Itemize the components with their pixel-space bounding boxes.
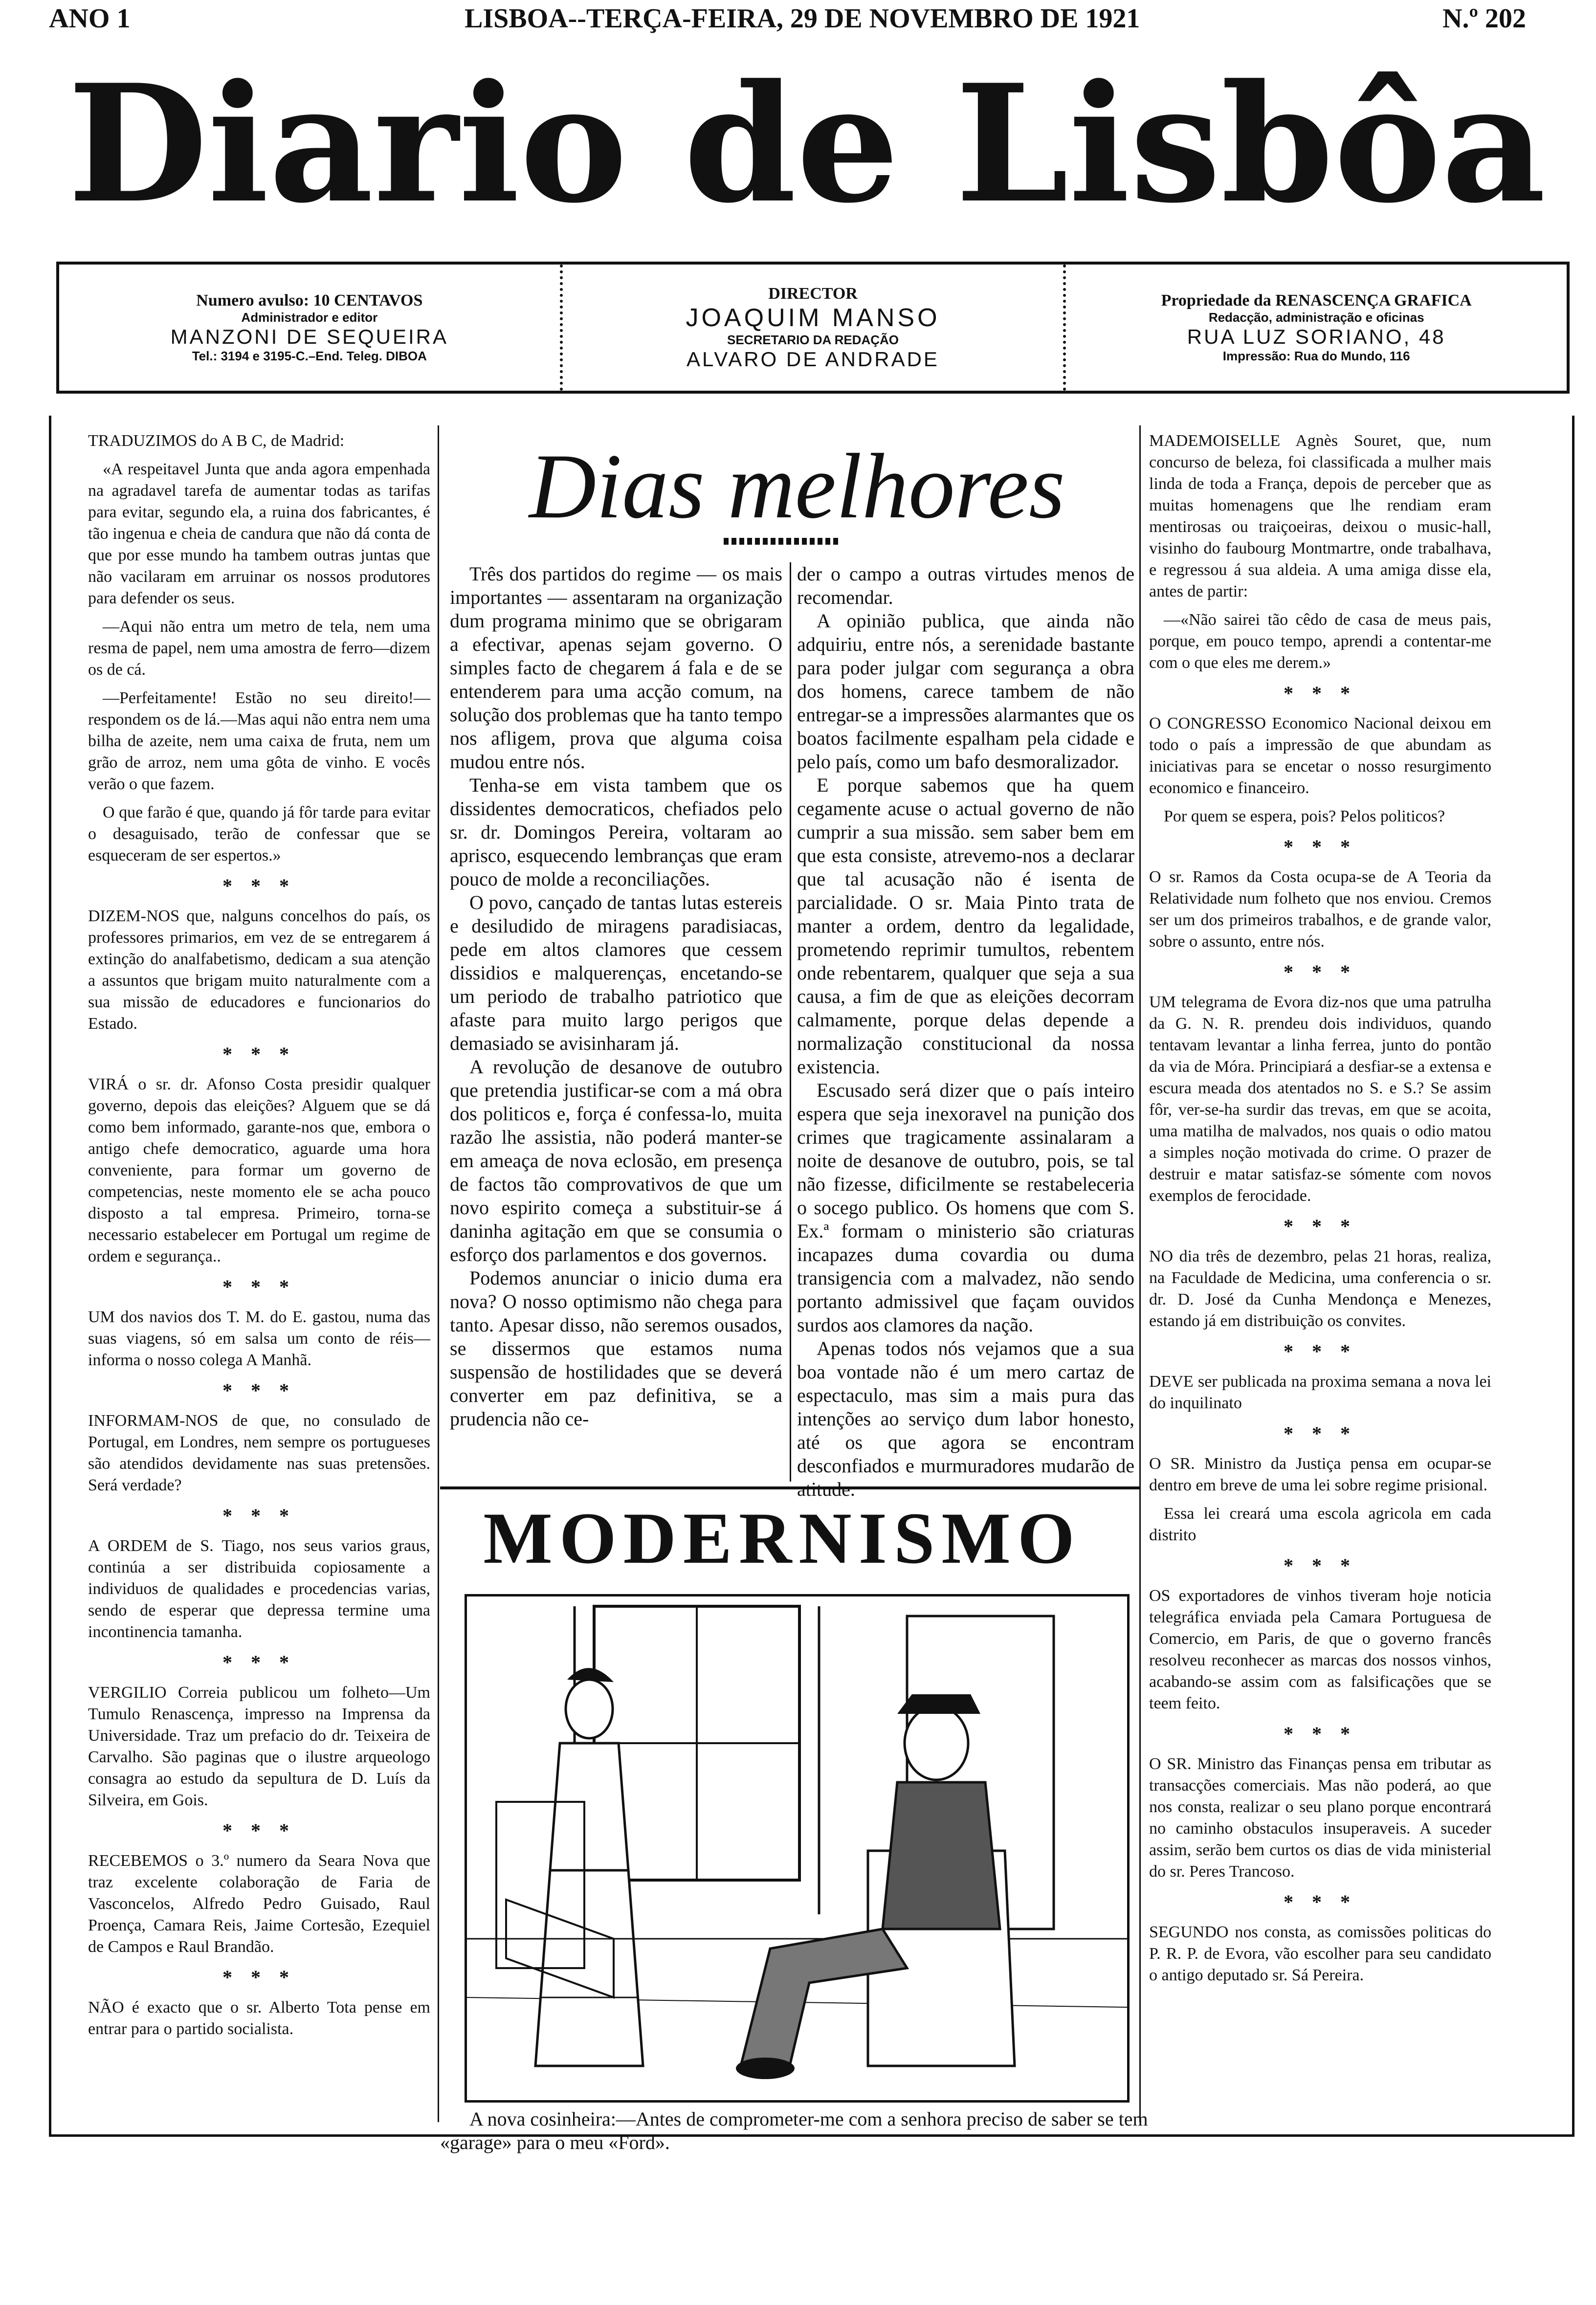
admin-label: Administrador e editor — [241, 310, 378, 325]
news-item: VIRÁ o sr. dr. Afonso Costa presidir qualquer governo, depois das eleições? Alguem que se dá como bem informado, garante-nos que, embora o antigo chefe democratico, aguarde uma hora conveniente, para formar um governo de competencias, neste momento ele se acha pouco disposto a tal empresa. Primeiro, torna-se necessario estabelecer em Portugal um regime de ordem e segurança.. — [88, 1075, 430, 1265]
editorial-paragraph: A revolução de desanove de outubro que pretendia justificar-se com a má obra dos politicos e, força é confessa-lo, muita razão lhe assistia, não poderá manter-se em ameaça de nova eclosão, em presença de factos tão comprovativos de que um novo espirito começa a substituir-se á daninha agitação em que se consumia o esforço dos parlamentos e dos governos. — [450, 1056, 782, 1265]
admin-name: MANZONI DE SEQUEIRA — [170, 325, 449, 348]
news-item: O SR. Ministro das Finanças pensa em tributar as transacções comerciais. Mas não poderá, ao que nos consta, realizar o seu plano porque encontrará no caminho obstaculos insuperaveis. A suceder assim, serão bem curtos os dias de vida ministerial do sr. Peres Trancoso. — [1149, 1755, 1491, 1881]
editorial-paragraph: der o campo a outras virtudes menos de recomendar. — [797, 563, 1134, 608]
price-label: Numero avulso: 10 CENTAVOS — [196, 291, 423, 310]
news-item: O CONGRESSO Economico Nacional deixou em todo o país a impressão de que abundam as iniciativas para se encetar o nosso resurgimento economico e financeiro. — [1149, 714, 1491, 797]
news-item: RECEBEMOS o 3.º numero da Seara Nova que traz excelente colaboração de Faria de Vasconcelos, Alfredo Pedro Guisado, Raul Proença, Camara Reis, Jaime Cortesão, Ezequiel de Campos e Raul Brandão. — [88, 1852, 430, 1956]
editorial-paragraph: E porque sabemos que ha quem cegamente acuse o actual governo de não cumprir a sua missão. sem saber bem em que esta consiste, atrevemo-nos a declarar que tal acusação não é isenta de parcialidade. O sr. Maia Pinto trata de manter a ordem, dentro da legalidade, prometendo reprimir tumultos, rebentem onde rebentarem, qualquer que seja a sua causa, a fim de que as eleições decorram calmamente, porque delas depende a normalização constitucional da nossa existencia. — [797, 774, 1134, 1078]
news-item: DIZEM-NOS que, nalguns concelhos do país, os professores primarios, em vez de se entregarem á extinção do analfabetismo, dedicam a sua atenção a assuntos que brigam muito naturalmente com a sua missão de educadores e funcionarios do Estado. — [88, 907, 430, 1033]
cartoon-illustration — [465, 1594, 1130, 2103]
news-item: NÃO é exacto que o sr. Alberto Tota pense em entrar para o partido socialista. — [88, 1998, 430, 2038]
secretary-label: SECRETARIO DA REDAÇÃO — [727, 332, 899, 347]
news-item: INFORMAM-NOS de que, no consulado de Portugal, em Londres, nem sempre os portugueses são atendidos devidamente nas suas pretensões. Será verdade? — [88, 1412, 430, 1494]
separator: * * * — [1284, 1340, 1357, 1362]
news-item: UM dos navios dos T. M. do E. gastou, numa das suas viagens, só em salsa um conto de réis—informa o nosso colega A Manhã. — [88, 1308, 430, 1369]
separator: * * * — [222, 1276, 296, 1298]
editorial-column-1 — [450, 562, 782, 1431]
info-right — [1066, 265, 1567, 391]
editorial-paragraph: Apenas todos nós vejamos que a sua boa vontade não é um mero cartaz de espectaculo, mas sim a mais pura das intenções ao serviço dum labor honesto, até os que agora se encontram desconfiados e murmuradores mudarão de atitude. — [797, 1337, 1134, 1500]
secretary-name: ALVARO DE ANDRADE — [687, 347, 939, 371]
news-item: SEGUNDO nos consta, as comissões politicas do P. R. P. de Evora, vão escolher para seu candidato o antigo deputado sr. Sá Pereira. — [1149, 1923, 1491, 1984]
news-item: —Aqui não entra um metro de tela, nem uma resma de papel, nem uma amostra de ferro—dizem os de cá. — [88, 618, 430, 679]
news-item: DEVE ser publicada na proxima semana a nova lei do inquilinato — [1149, 1373, 1491, 1412]
dateline: LISBOA--TERÇA-FEIRA, 29 DE NOVEMBRO DE 1921 — [465, 3, 1140, 34]
news-item: TRADUZIMOS do A B C, de Madrid: — [88, 432, 345, 450]
news-item: OS exportadores de vinhos tiveram hoje noticia telegráfica enviada pela Camara Portuguesa de Comercio, em Paris, de que o governo francês resolveu reconhecer as marcas dos nossos vinhos, acabando-se assim com as falsificações que se teem feito. — [1149, 1587, 1491, 1712]
address: RUA LUZ SORIANO, 48 — [1187, 325, 1446, 348]
separator: * * * — [1284, 836, 1357, 858]
separator: * * * — [222, 1505, 296, 1527]
news-item: «A respeitavel Junta que anda agora empenhada na agradavel tarefa de aumentar todas as tarifas para evitar, segundo ela, a ruina dos fabricantes, é tão ingenua e cheia de candura que não dá conta de que por esse mundo ha tambem outras juntas que não vacilaram em arruinar os nossos produtores para defender os seus. — [88, 460, 430, 607]
year-label: ANO 1 — [49, 3, 131, 34]
news-item: O que farão é que, quando já fôr tarde para evitar o desaguisado, terão de confessar que se esqueceram de ser espertos.» — [88, 803, 430, 864]
column-rule-left — [438, 425, 439, 2122]
separator: * * * — [1284, 1215, 1357, 1237]
issue-number: N.º 202 — [1442, 3, 1526, 34]
editorial-paragraph: Três dos partidos do regime — os mais importantes — assentaram na organização dum programa minimo que se obrigaram a efectivar, apenas sejam governo. O simples facto de chegarem á fala e de se entenderem para uma acção comum, na solução dos problemas que ha tanto tempo nos afligem, prova que alguma coisa mudou entre nós. — [450, 563, 782, 773]
news-item: —«Não sairei tão cêdo de casa de meus pais, porque, em pouco tempo, aprendi a contentar-me com o que eles me derem.» — [1149, 611, 1491, 672]
separator: * * * — [1284, 1422, 1357, 1444]
cartoon-drawing — [467, 1596, 1127, 2100]
editorial-title: Dias melhores — [529, 435, 1065, 538]
editorial-paragraph: O povo, cançado de tantas lutas estereis e desiludido de miragens paradisiacas, pede em altos clamores que cessem dissidios e malquerenças, encetando-se um periodo de trabalho patriotico que afaste para muito largo perigos que demasiado se avisinharam já. — [450, 891, 782, 1054]
editorial-paragraph: A opinião publica, que ainda não adquiriu, entre nós, a serenidade bastante para poder julgar com segurança a obra dos homens, carece tambem de não entregar-se a impressões alarmantes que os boatos facilmente espalham pela cidade e pelo país, como um bafo desmoralizador. — [797, 610, 1134, 773]
news-item: —Perfeitamente! Estão no seu direito!—respondem os de lá.—Mas aqui não entra nem uma bilha de azeite, nem uma caixa de fruta, nem um grão de arroz, nem uma gôta de vinho. E vocês verão o que fazem. — [88, 689, 430, 793]
news-item: Essa lei creará uma escola agricola em cada distrito — [1149, 1505, 1491, 1544]
cartoon-title: MODERNISMO — [483, 1498, 1082, 1579]
separator: * * * — [222, 1651, 296, 1673]
news-item: O sr. Ramos da Costa ocupa-se de A Teoria da Relatividade num folheto que nos enviou. Cremos ser um dos primeiros trabalhos, e de grande valor, sobre o assunto, entre nós. — [1149, 868, 1491, 951]
news-item: O SR. Ministro da Justiça pensa em ocupar-se dentro em breve de uma lei sobre regime prisional. — [1149, 1455, 1491, 1494]
director-name: JOAQUIM MANSO — [686, 303, 940, 332]
editorial-paragraph: Tenha-se em vista tambem que os dissidentes democraticos, chefiados pelo sr. dr. Domingos Pereira, voltaram ao aprisco, esquecendo lembranças que eram pouco de molde a reconciliações. — [450, 774, 782, 890]
separator: * * * — [1284, 961, 1357, 983]
column-rule-center — [790, 562, 791, 1482]
news-item: VERGILIO Correia publicou um folheto—Um Tumulo Renascença, impresso na Imprensa da Universidade. Traz um prefacio do dr. Teixeira de Carvalho. São paginas que o ilustre arqueologo consagra ao estudo da sepultura de D. Luís da Silveira, em Gois. — [88, 1684, 430, 1809]
editorial-column-2 — [797, 562, 1134, 1501]
left-column — [88, 430, 430, 2047]
masthead-text: Diario de Lisbôa — [67, 49, 1546, 239]
top-line — [0, 0, 1596, 34]
separator: * * * — [222, 875, 296, 897]
info-bar — [56, 262, 1570, 394]
news-item: UM telegrama de Evora diz-nos que uma patrulha da G. N. R. prendeu dois individuos, quando tentavam levantar a linha ferrea, junto do pontão da via de Móra. Principiará a desfiar-se a extensa e escura meada dos atentados no S. e S.? Se assim fôr, ver-se-ha surdir das trevas, em que se acoita, uma matilha de malvados, nos quais o odio matou a simples noção motivada do crime. O prazer de destruir e matar satisfaz-se sómente com novos exemplos de ferocidade. — [1149, 993, 1491, 1205]
editorial-paragraph: Podemos anunciar o inicio duma era nova? O nosso optimismo não chega para tanto. Apesar disso, não seremos ousados, se dissermos que estamos numa suspensão de hostilidades que se deverá converter em paz definitiva, se a prudencia não ce- — [450, 1267, 782, 1430]
owner-label: Propriedade da RENASCENÇA GRAFICA — [1161, 291, 1472, 310]
separator: * * * — [222, 1379, 296, 1401]
news-item: A ORDEM de S. Tiago, nos seus varios graus, continúa a ser distribuida copiosamente a individuos de qualidades e procedencias varias, sendo de esperar que depressa termine uma incontinencia tamanha. — [88, 1537, 430, 1641]
right-column — [1149, 430, 1491, 1993]
editorial-paragraph: Escusado será dizer que o país inteiro espera que seja inexoravel na punição dos crimes que tragicamente assinalaram a noite de desanove de outubro, pois, se tal não fizesse, dificilmente se restabeleceria o socego publico. Os homens que com S. Ex.ª formam o ministerio são criaturas incapazes duma covardia ou duma transigencia com a malvadez, não sendo portanto admissivel que façam ouvidos surdos aos clamores da nação. — [797, 1079, 1134, 1336]
separator: * * * — [1284, 1554, 1357, 1576]
news-item: MADEMOISELLE Agnès Souret, que, num concurso de beleza, foi classificada a mulher mais linda de toda a França, depois de perceber que as muitas homenagens que lhe rendiam eram mentirosas ou traiçoeiras, deixou o music-hall, visinho do faubourg Montmartre, onde trabalhava, e regressou á sua aldeia. A uma amiga disse ela, antes de partir: — [1149, 432, 1491, 600]
info-center — [563, 265, 1066, 391]
printing-label: Impressão: Rua do Mundo, 116 — [1222, 349, 1410, 363]
title-ornament — [724, 538, 841, 545]
column-rule-right — [1139, 425, 1141, 2122]
cartoon-caption: A nova cosinheira:—Antes de comprometer-me com a senhora preciso de saber se tem «garage» para o meu «Ford». — [440, 2108, 1148, 2153]
separator: * * * — [222, 1966, 296, 1988]
telephone-label: Tel.: 3194 e 3195-C.–End. Teleg. DIBOA — [192, 349, 427, 363]
news-item: NO dia três de dezembro, pelas 21 horas, realiza, na Faculdade de Medicina, uma conferencia o sr. dr. D. José da Cunha Mendonça e Menezes, estando já em distribuição os convites. — [1149, 1247, 1491, 1330]
separator: * * * — [222, 1043, 296, 1065]
separator: * * * — [1284, 1723, 1357, 1745]
separator: * * * — [222, 1819, 296, 1841]
masthead-logo — [67, 34, 1546, 249]
office-label: Redacção, administração e oficinas — [1208, 310, 1424, 325]
separator: * * * — [1284, 682, 1357, 704]
masthead — [67, 34, 1546, 249]
info-left — [59, 265, 563, 391]
separator: * * * — [1284, 1891, 1357, 1913]
news-item: Por quem se espera, pois? Pelos politicos? — [1164, 807, 1445, 825]
director-label: DIRECTOR — [768, 284, 858, 303]
